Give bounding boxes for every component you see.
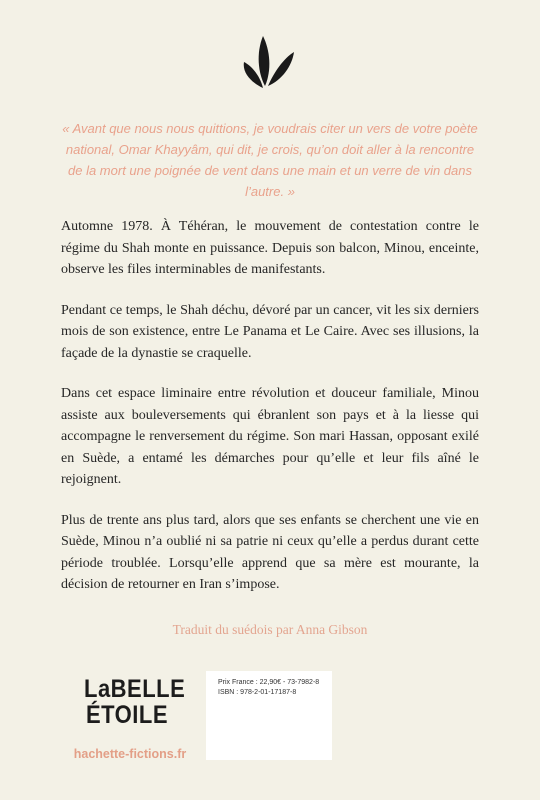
summary-paragraph: Dans cet espace liminaire entre révolution et douceur familiale, Minou assiste aux bouleversements qui ébranlent son pays et à la liesse qui accompagne le renversement du régime. Son mari Hassan, opposant exilé en Suède, a entamé les démarches pour qu’elle et leur fils aîné le rejoignent.	[61, 386, 479, 487]
price-label: Prix France : 22,90€ - 73-7982-8	[218, 679, 320, 686]
summary-paragraph: Automne 1978. À Téhéran, le mouvement de contestation contre le régime du Shah monte en puissance. Depuis son balcon, Minou, enceinte, observe les files interminables de manifestants.	[61, 219, 479, 277]
back-cover-summary	[61, 216, 479, 615]
isbn-label: ISBN : 978-2-01-17187-8	[218, 689, 297, 696]
publisher-logo	[84, 674, 186, 736]
publisher-logo-line2: ÉTOILE	[85, 700, 169, 729]
publisher-website: hachette-fictions.fr	[73, 747, 187, 761]
summary-paragraph: Plus de trente ans plus tard, alors que ses enfants se cherchent une vie en Suède, Minou n’a oublié ni sa patrie ni ceux qu’elle a perdus durant cette période troublée. Lorsqu’elle apprend que sa mère est mourante, la décision de retourner en Iran s’impose.	[61, 512, 479, 592]
epigraph-quote: « Avant que nous nous quittions, je voudrais citer un vers de votre poète national, Omar Khayyâm, qui dit, je crois, qu’on doit aller à la rencontre de la mort une poignée de vent dans une main et un verre de vin dans l’autre. »	[62, 121, 478, 199]
translator-credit: Traduit du suédois par Anna Gibson	[172, 622, 368, 637]
summary-paragraph: Pendant ce temps, le Shah déchu, dévoré par un cancer, vit les six derniers mois de son existence, entre Le Panama et Le Caire. Avec ses illusions, la façade de la dynastie se craquelle.	[61, 302, 479, 361]
price-barcode-box	[206, 671, 332, 760]
publisher-logo-line1: LaBELLE	[84, 674, 186, 703]
leaf-icon	[232, 28, 298, 94]
